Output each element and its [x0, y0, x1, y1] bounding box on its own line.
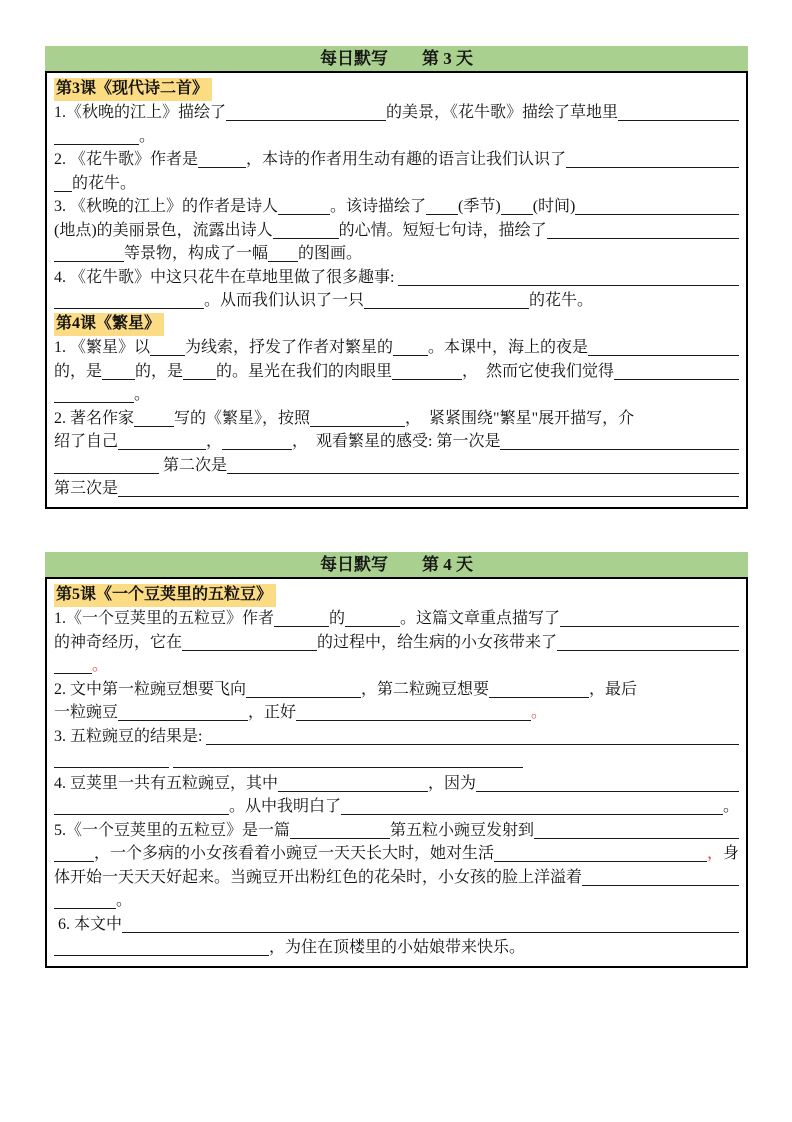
- text-segment: 1.《秋晚的江上》描绘了: [54, 104, 227, 121]
- blank-field: [614, 365, 739, 380]
- text-segment: ， 紧紧围绕"繁星"展开描写，介: [405, 409, 635, 427]
- worksheet-line: [54, 701, 739, 725]
- lesson-title-row: [54, 583, 739, 607]
- blank-field: [476, 777, 739, 792]
- text-segment: 。这篇文章重点描写了: [400, 610, 561, 627]
- worksheet-line: [54, 677, 739, 701]
- blank-field: [226, 106, 386, 121]
- text-segment: 4. 豆荚里一共有五粒豌豆，其中: [54, 774, 279, 792]
- worksheet-line: [54, 336, 739, 360]
- blank-field: [54, 177, 72, 192]
- blank-field: [310, 412, 405, 427]
- text-segment: ，一个多病的小女孩看着小豌豆一天天长大时，她对生活: [94, 845, 495, 862]
- blank-field: [206, 730, 739, 745]
- text-segment: 第三次是: [54, 480, 119, 497]
- blank-field: [274, 612, 329, 627]
- text-segment: 。: [722, 798, 739, 815]
- text-segment: 。: [92, 657, 109, 674]
- worksheet-line: [54, 795, 739, 819]
- blank-field: [54, 800, 229, 815]
- worksheet-table-day4: [45, 577, 748, 968]
- blank-field: [102, 365, 135, 380]
- text-segment: 体开始一天天天好起来。当豌豆开出粉红色的花朵时，小女孩的脸上洋溢着: [54, 868, 583, 886]
- worksheet-line: [54, 865, 739, 889]
- text-segment: ，因为: [428, 774, 477, 792]
- text-segment: 。: [531, 704, 548, 721]
- worksheet-line: [54, 124, 739, 148]
- text-segment: 。: [116, 892, 133, 909]
- blank-field: [393, 341, 428, 356]
- worksheet-line: [54, 818, 739, 842]
- worksheet-line: [54, 748, 739, 772]
- text-segment: 3. 五粒豌豆的结果是:: [54, 727, 207, 745]
- blank-field: [345, 612, 400, 627]
- blank-field: [118, 435, 206, 450]
- text-segment: ，第二粒豌豆想要: [361, 680, 490, 698]
- blank-field: [534, 824, 739, 839]
- lesson-title: 第5课《一个豆荚里的五粒豆》: [54, 584, 276, 607]
- worksheet-line: [54, 912, 739, 936]
- text-segment: ， 然而它使我们觉得: [462, 362, 615, 380]
- text-segment: (时间): [532, 198, 576, 215]
- blank-field: [268, 247, 298, 262]
- worksheet-table-day3: [45, 71, 748, 509]
- text-segment: 2. 著名作家: [54, 409, 135, 427]
- worksheet-line: [54, 453, 739, 477]
- text-segment: 。该诗描绘了: [330, 198, 427, 215]
- section-banner-day4: 每日默写 第 4 天: [45, 552, 748, 577]
- text-segment: 1.《一个豆荚里的五粒豆》作者: [54, 610, 275, 627]
- blank-field: [547, 224, 739, 239]
- text-segment: 的花牛。: [72, 174, 137, 192]
- blank-field: [501, 200, 533, 215]
- worksheet-line: [54, 607, 739, 631]
- text-segment: 1. 《繁星》以: [54, 339, 151, 356]
- section-day4: [45, 552, 748, 968]
- blank-field: [246, 683, 361, 698]
- text-segment: 。: [139, 127, 156, 145]
- text-segment: 写的《繁星》，按照: [174, 409, 311, 427]
- text-segment: 的，是: [135, 362, 184, 380]
- worksheet-line: [54, 842, 739, 866]
- text-segment: (季节): [458, 198, 501, 215]
- blank-field: [500, 435, 739, 450]
- worksheet-line: [54, 630, 739, 654]
- blank-field: [392, 365, 462, 380]
- lesson-title-row: [54, 77, 739, 101]
- text-segment: 的花牛。: [529, 292, 594, 309]
- blank-field: [290, 824, 390, 839]
- text-segment: ，最后: [589, 680, 638, 698]
- blank-field: [54, 459, 159, 474]
- text-segment: 。从中我明白了: [229, 798, 342, 815]
- text-segment: 的，是: [54, 362, 103, 380]
- text-segment: ，本诗的作者用生动有趣的语言让我们认识了: [246, 151, 567, 168]
- worksheet-line: [54, 936, 739, 960]
- blank-field: [278, 200, 330, 215]
- worksheet-line: [54, 218, 739, 242]
- blank-field: [364, 294, 529, 309]
- blank-field: [588, 341, 739, 356]
- worksheet-line: [54, 654, 739, 678]
- worksheet-line: [54, 242, 739, 266]
- blank-field: [557, 636, 739, 651]
- worksheet-line: [54, 359, 739, 383]
- text-segment: 4. 《花牛歌》中这只花牛在草地里做了很多趣事:: [54, 268, 399, 286]
- blank-field: [54, 247, 124, 262]
- text-segment: ， 观看繁星的感受: 第一次是: [292, 433, 501, 450]
- blank-field: [494, 847, 707, 862]
- blank-field: [54, 388, 134, 403]
- section-day3: [45, 46, 748, 509]
- text-segment: 。本课中，海上的夜是: [428, 339, 589, 356]
- blank-field: [118, 482, 739, 497]
- lesson-title: 第4课《繁星》: [54, 313, 164, 336]
- text-segment: ，为住在顶楼里的小姑娘带来快乐。: [269, 939, 526, 956]
- worksheet-line: [54, 148, 739, 172]
- text-segment: ，: [706, 845, 723, 862]
- worksheet-line: [54, 724, 739, 748]
- lesson-title-row: [54, 312, 739, 336]
- worksheet-line: [54, 265, 739, 289]
- blank-field: [296, 706, 531, 721]
- blank-field: [54, 894, 116, 909]
- worksheet-line: [54, 195, 739, 219]
- text-segment: 第五粒小豌豆发射到: [390, 821, 535, 839]
- text-segment: 身: [722, 845, 739, 862]
- text-segment: 3. 《秋晚的江上》的作者是诗人: [54, 198, 279, 215]
- blank-field: [227, 459, 739, 474]
- text-segment: 的: [329, 610, 346, 627]
- blank-field: [618, 106, 739, 121]
- blank-field: [173, 753, 523, 768]
- worksheet-line: [54, 430, 739, 454]
- text-segment: 的过程中，给生病的小女孩带来了: [317, 633, 558, 651]
- lesson-title: 第3课《现代诗二首》: [54, 78, 212, 101]
- text-segment: (地点)的美丽景色，流露出诗人: [54, 221, 273, 239]
- blank-field: [398, 271, 739, 286]
- text-segment: 绍了自己: [54, 433, 119, 450]
- worksheet-line: [54, 771, 739, 795]
- blank-field: [575, 200, 739, 215]
- text-segment: 6. 本文中: [54, 915, 123, 933]
- text-segment: 的美景，《花牛歌》描绘了草地里: [386, 104, 619, 121]
- blank-field: [222, 435, 292, 450]
- blank-field: [54, 941, 269, 956]
- text-segment: 的神奇经历，它在: [54, 633, 183, 651]
- blank-field: [54, 753, 169, 768]
- blank-field: [426, 200, 458, 215]
- worksheet-line: [54, 383, 739, 407]
- blank-field: [134, 412, 174, 427]
- text-segment: ，正好: [248, 704, 297, 721]
- blank-field: [122, 918, 739, 933]
- blank-field: [118, 706, 248, 721]
- blank-field: [560, 612, 739, 627]
- worksheet-line: [54, 289, 739, 313]
- blank-field: [341, 800, 723, 815]
- blank-field: [54, 659, 92, 674]
- text-segment: 2. 《花牛歌》作者是: [54, 151, 199, 168]
- blank-field: [566, 153, 739, 168]
- text-segment: ，: [206, 433, 223, 450]
- blank-field: [183, 365, 216, 380]
- text-segment: 的心情。短短七句诗，描绘了: [338, 221, 547, 239]
- blank-field: [54, 294, 204, 309]
- blank-field: [150, 341, 185, 356]
- text-segment: 等景物，构成了一幅: [124, 245, 269, 262]
- text-segment: 。: [134, 386, 151, 403]
- worksheet-line: [54, 101, 739, 125]
- text-segment: 。从而我们认识了一只: [204, 292, 365, 309]
- text-segment: 的。星光在我们的肉眼里: [216, 362, 393, 380]
- text-segment: 的图画。: [298, 245, 363, 262]
- section-banner-day3: 每日默写 第 3 天: [45, 46, 748, 71]
- blank-field: [182, 636, 317, 651]
- worksheet-line: [54, 889, 739, 913]
- text-segment: 2. 文中第一粒豌豆想要飞向: [54, 680, 247, 698]
- text-segment: 为线索，抒发了作者对繁星的: [185, 339, 394, 356]
- blank-field: [54, 130, 139, 145]
- text-segment: 第二次是: [159, 456, 228, 474]
- worksheet-line: [54, 406, 739, 430]
- worksheet-line: [54, 477, 739, 501]
- text-segment: 5.《一个豆荚里的五粒豆》是一篇: [54, 821, 291, 839]
- worksheet-line: [54, 171, 739, 195]
- text-segment: 一粒豌豆: [54, 704, 119, 721]
- blank-field: [582, 871, 739, 886]
- blank-field: [489, 683, 589, 698]
- blank-field: [198, 153, 246, 168]
- blank-field: [278, 777, 428, 792]
- blank-field: [54, 847, 94, 862]
- blank-field: [273, 224, 339, 239]
